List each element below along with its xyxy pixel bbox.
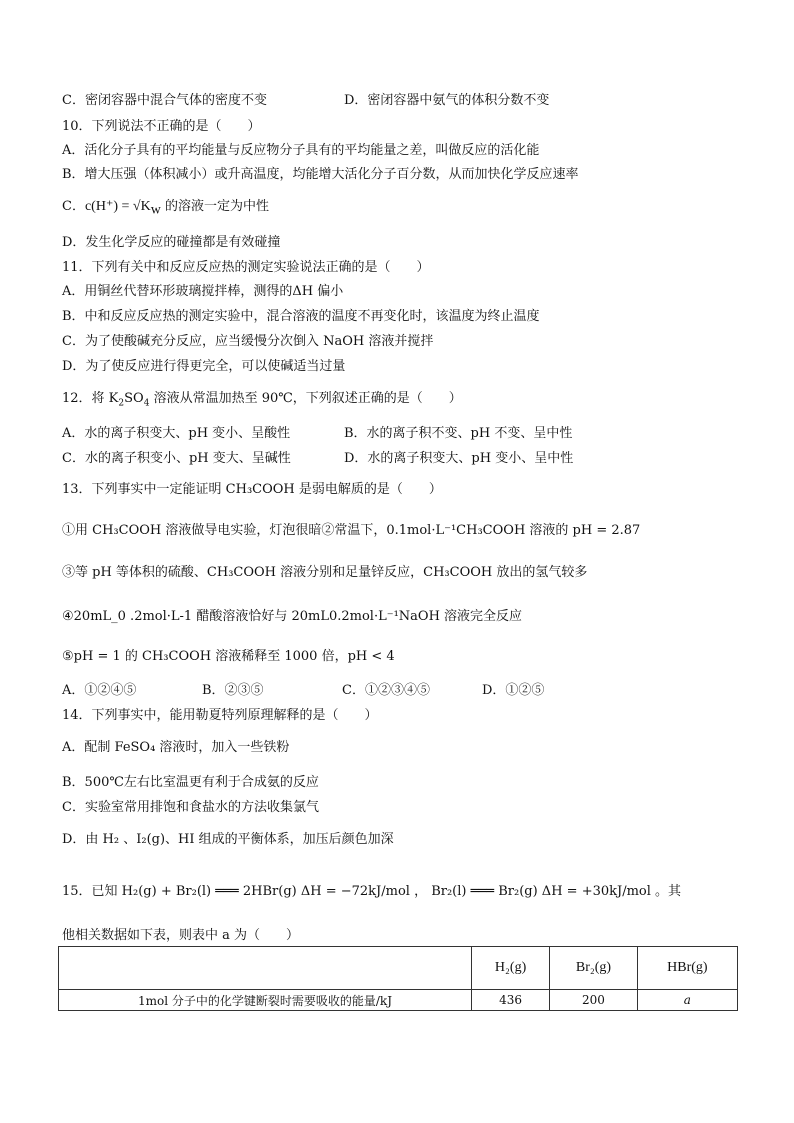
q13-stem: 13．下列事实中一定能证明 CH₃COOH 是弱电解质的是（ ） (62, 482, 442, 497)
q13-statement-3: ③等 pH 等体积的硫酸、CH₃COOH 溶液分别和足量锌反应，CH₃COOH 放出的氢气较多 (62, 565, 588, 580)
q11-stem: 11．下列有关中和反应反应热的测定实验说法正确的是（ ） (62, 260, 430, 275)
q14-option-a: A．配制 FeSO₄ 溶液时，加入一些铁粉 (62, 740, 290, 755)
q9-option-c: C．密闭容器中混合气体的密度不变 (62, 93, 267, 108)
q10-option-c-sub: w (150, 202, 161, 218)
q10-option-c-formula: c(H⁺) = √K (84, 199, 151, 214)
q13-option-c: C．①②③④⑤ (342, 683, 430, 698)
table-header-row (59, 947, 738, 990)
q10-option-b: B．增大压强（体积减小）或升高温度，均能增大活化分子百分数，从而加快化学反应速率 (62, 167, 579, 182)
q11-option-c: C．为了使酸碱充分反应，应当缓慢分次倒入 NaOH 溶液并搅拌 (62, 334, 434, 349)
q10-option-d: D．发生化学反应的碰撞都是有效碰撞 (62, 235, 281, 250)
q15-stem-line1: 15．已知 H₂(g) + Br₂(l) ═══ 2HBr(g) ΔH = −72kJ/mol ， Br₂(l) ═══ Br₂(g) ΔH = +30kJ/mol 。其 (62, 884, 682, 899)
q13-statement-4: ④20mL_0 .2mol·L-1 醋酸溶液恰好与 20mL0.2mol·L⁻¹NaOH 溶液完全反应 (62, 609, 523, 624)
q12-option-b: B．水的离子积不变、pH 不变、呈中性 (344, 426, 573, 441)
table-header-blank (59, 947, 472, 990)
q12-stem-sub2: 4 (143, 398, 150, 409)
q12-stem-pre: 12．将 K (62, 391, 119, 406)
q14-option-c: C．实验室常用排饱和食盐水的方法收集氯气 (62, 800, 319, 815)
table-header-br2: Br₂(g) (550, 947, 638, 990)
q13-statement-5: ⑤pH = 1 的 CH₃COOH 溶液稀释至 1000 倍，pH < 4 (62, 649, 395, 664)
q12-stem-sub1: 2 (118, 398, 125, 409)
q10-option-c-suffix: 的溶液一定为中性 (160, 199, 269, 214)
q12-option-c: C．水的离子积变小、pH 变大、呈碱性 (62, 451, 291, 466)
q15-data-table (58, 946, 738, 1011)
table-cell-hbr: a (637, 990, 737, 1011)
q13-option-d: D．①②⑤ (482, 683, 545, 698)
table-cell-h2: 436 (472, 990, 550, 1011)
q9-option-d: D．密闭容器中氨气的体积分数不变 (344, 93, 550, 108)
q10-option-c-prefix: C． (62, 199, 85, 214)
q14-option-d: D．由 H₂ 、I₂(g)、HI 组成的平衡体系，加压后颜色加深 (62, 832, 394, 847)
q11-option-b: B．中和反应反应热的测定实验中，混合溶液的温度不再变化时，该温度为终止温度 (62, 309, 540, 324)
table-row (59, 990, 738, 1011)
q12-option-a: A．水的离子积变大、pH 变小、呈酸性 (62, 426, 291, 441)
q13-statement-1-2: ①用 CH₃COOH 溶液做导电实验，灯泡很暗②常温下，0.1mol·L⁻¹CH₃COOH 溶液的 pH = 2.87 (62, 523, 641, 538)
q10-option-c (62, 198, 269, 216)
q14-option-b: B．500℃左右比室温更有利于合成氨的反应 (62, 775, 319, 790)
q12-stem-mid: SO (124, 391, 144, 406)
q10-option-a: A．活化分子具有的平均能量与反应物分子具有的平均能量之差，叫做反应的活化能 (62, 143, 540, 158)
q10-stem: 10．下列说法不正确的是（ ） (62, 119, 261, 134)
q15-stem-line2: 他相关数据如下表，则表中 a 为（ ） (62, 928, 300, 943)
table-header-h2: H₂(g) (472, 947, 550, 990)
table-row-label: 1mol 分子中的化学键断裂时需要吸收的能量/kJ (59, 990, 472, 1011)
q13-option-b: B．②③⑤ (202, 683, 264, 698)
q14-stem: 14．下列事实中，能用勒夏特列原理解释的是（ ） (62, 708, 378, 723)
q12-stem (62, 390, 462, 408)
table-cell-br2: 200 (550, 990, 638, 1011)
q11-option-a: A．用铜丝代替环形玻璃搅拌棒，测得的ΔH 偏小 (62, 284, 344, 299)
table-header-hbr: HBr(g) (637, 947, 737, 990)
q12-option-d: D．水的离子积变大、pH 变小、呈中性 (344, 451, 574, 466)
q13-option-a: A．①②④⑤ (62, 683, 137, 698)
q11-option-d: D．为了使反应进行得更完全，可以使碱适当过量 (62, 359, 346, 374)
q12-stem-post: 溶液从常温加热至 90℃，下列叙述正确的是（ ） (149, 391, 462, 406)
